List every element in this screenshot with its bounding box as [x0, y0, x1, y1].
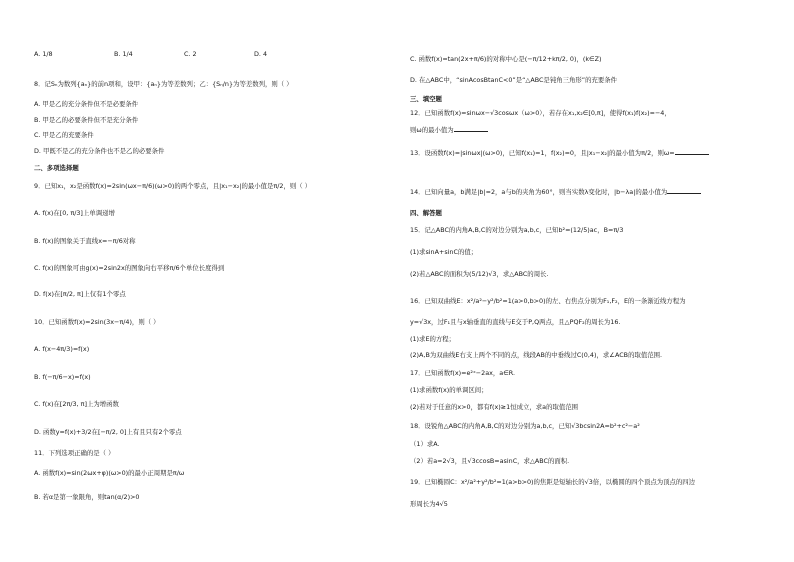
- q8-option-d: D. 甲既不是乙的充分条件也不是乙的必要条件: [34, 147, 165, 155]
- question-16: 16．已知双曲线E：x²/a²−y²/b²=1(a>0,b>0)的左、右焦点分别为F₁,F₂，E的一条渐近线方程为: [410, 297, 686, 305]
- question-8: 8．记Sₙ为数列{aₙ}的前n项和，设甲：{aₙ}为等差数列；乙：{Sₙ/n}为等差数列，则（ ）: [34, 80, 293, 88]
- question-18: 18．设锐角△ABC的内角A,B,C的对边分别为a,b,c，已知√3bcsin2A=b²+c²−a²: [410, 422, 640, 430]
- q8-option-a: A. 甲是乙的充分条件但不是必要条件: [34, 100, 139, 108]
- question-9: 9．已知x₁，x₂是函数f(x)=2sin(ωx−π/6)(ω>0)的两个零点，且|x₁−x₂|的最小值是π/2，则（ ）: [34, 182, 312, 190]
- q16-part-1: (1)求E的方程；: [410, 335, 456, 343]
- q14-text: 14．已知向量a，b满足|b|=2，a与b的夹角为60°，则当实数λ变化时，|b−λa|的最小值为: [410, 188, 668, 196]
- q16-part-2: (2)A,B为双曲线E右支上两个不同的点，线段AB的中垂线过C(0,4)，求∠ACB的取值范围.: [410, 351, 663, 359]
- section-heading: 四、解答题: [410, 209, 442, 217]
- section-heading: 三、填空题: [410, 95, 442, 103]
- question-10: 10．已知函数f(x)=2sin(3x−π/4)，则（ ）: [34, 318, 160, 326]
- question-13: [410, 148, 709, 158]
- q8-option-c: C. 甲是乙的充要条件: [34, 131, 94, 139]
- question-19-cont: 形周长为4√5: [410, 500, 448, 508]
- q9-option-a: A. f(x)在[0, π/3]上单调递增: [34, 209, 115, 217]
- answer-blank: [454, 125, 488, 132]
- option-d: D. 4: [254, 50, 268, 58]
- q18-part-1: （1）求A.: [410, 440, 440, 448]
- q11-option-a: A. 函数f(x)=sin(2ωx+φ)(ω>0)的最小正周期是π/ω: [34, 469, 185, 477]
- q9-option-c: C. f(x)的图象可由g(x)=2sin2x的图象向右平移π/6个单位长度得到: [34, 264, 225, 272]
- q15-part-2: (2)若△ABC的面积为(5/12)√3，求△ABC的周长.: [410, 270, 549, 278]
- question-11: 11．下列选项正确的是（ ）: [34, 449, 115, 457]
- q10-option-d: D. 函数y=f(x)+3/2在[−π/2, 0]上有且只有2个零点: [34, 428, 182, 436]
- question-19: 19．已知椭圆C：x²/a²+y²/b²=1(a>b>0)的焦距是短轴长的√3倍，以椭圆的四个顶点为顶点的四边: [410, 478, 696, 486]
- answer-blank: [667, 187, 701, 194]
- q10-option-a: A. f(x−4π/3)=f(x): [34, 345, 90, 353]
- q18-part-2: （2）若a=2√3，且√3ccosB=asinC，求△ABC的面积.: [410, 457, 570, 465]
- left-column: [34, 0, 404, 562]
- question-17: 17．已知函数f(x)=e²ˣ−2ax，a∈R.: [410, 369, 516, 377]
- option-a: A. 1/8: [34, 50, 53, 58]
- q8-option-b: B. 甲是乙的必要条件但不是充分条件: [34, 116, 139, 124]
- q17-part-1: (1)求函数f(x)的单调区间；: [410, 386, 488, 394]
- q10-option-c: C. f(x)在[2π/3, π]上为增函数: [34, 400, 119, 408]
- question-16-cont: y=√3x，过F₁且与x轴垂直的直线与E交于P,Q两点，且△PQF₂的周长为16.: [410, 318, 621, 326]
- q17-part-2: (2)若对于任意的x>0，都有f(x)≥1恒成立，求a的取值范围: [410, 403, 579, 411]
- question-14: [410, 187, 701, 197]
- q11-option-c: C. 函数f(x)=tan(2x+π/6)的对称中心是(−π/12+kπ/2, 0)，(k∈Z): [410, 55, 602, 63]
- q11-option-b: B. 若α是第一象限角，则tan(α/2)>0: [34, 493, 140, 501]
- right-column: [410, 0, 780, 562]
- option-c: C. 2: [184, 50, 197, 58]
- q10-option-b: B. f(−π/6−x)=f(x): [34, 373, 91, 381]
- q11-option-d: D. 在△ABC中，“sinAcosBtanC<0”是“△ABC是钝角三角形”的充要条件: [410, 76, 618, 84]
- q12-text: 则ω的最小值为: [410, 126, 454, 134]
- answer-blank: [675, 148, 709, 155]
- q13-text: 13．设函数f(x)=|sinωx|(ω>0)，已知f(x₁)=1，f(x₂)=0，且|x₁−x₂|的最小值为π/2，则ω=: [410, 149, 675, 157]
- question-15: 15．记△ABC的内角A,B,C的对边分别为a,b,c，已知b²=(12/5)ac，B=π/3: [410, 226, 624, 234]
- question-12: 12．已知函数f(x)=sinωx−√3cosωx（ω>0），若存在x₁,x₂∈[0,π]，使得f(x₁)f(x₂)=−4，: [410, 109, 671, 117]
- question-12-cont: [410, 125, 488, 135]
- q9-option-d: D. f(x)在[π/2, π]上仅有1个零点: [34, 290, 126, 298]
- section-heading: 二、多项选择题: [34, 164, 79, 172]
- q15-part-1: (1)求sinA+sinC的值；: [410, 248, 478, 256]
- q9-option-b: B. f(x)的图象关于直线x=−π/6对称: [34, 237, 136, 245]
- option-b: B. 1/4: [114, 50, 133, 58]
